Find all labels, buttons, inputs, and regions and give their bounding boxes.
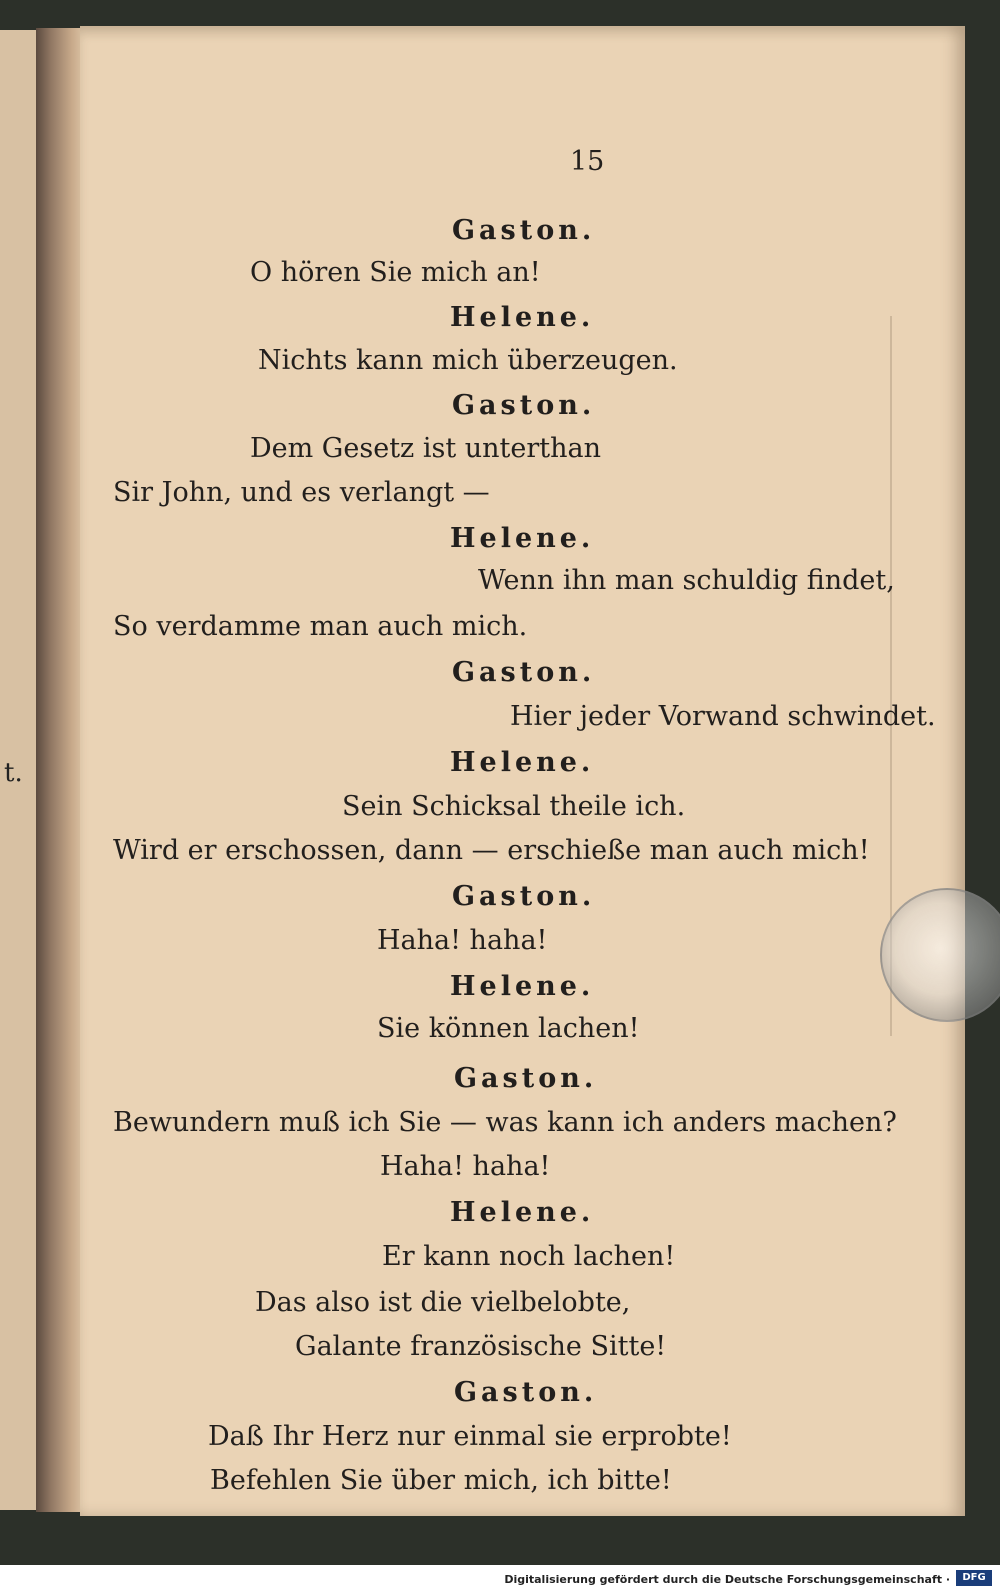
speaker-label: Gaston. xyxy=(452,390,596,421)
book-page xyxy=(80,26,965,1516)
speaker-label: Gaston. xyxy=(454,1377,598,1408)
verse-line: Das also ist die vielbelobte, xyxy=(255,1287,631,1318)
book-gutter xyxy=(36,28,84,1512)
left-page-edge xyxy=(0,30,38,1510)
verse-line: O hören Sie mich an! xyxy=(250,257,541,288)
verse-line: Nichts kann mich überzeugen. xyxy=(258,345,678,376)
verse-line: So verdamme man auch mich. xyxy=(113,611,528,642)
verse-line: Wird er erschossen, dann — erschieße man auch mich! xyxy=(113,835,870,866)
speaker-label: Gaston. xyxy=(452,881,596,912)
speaker-label: Helene. xyxy=(450,523,595,554)
footer-bar xyxy=(0,1565,1000,1591)
verse-line: Sir John, und es verlangt — xyxy=(113,477,490,508)
funding-notice: Digitalisierung gefördert durch die Deutsche Forschungsgemeinschaft · xyxy=(504,1573,950,1586)
page-number: 15 xyxy=(570,146,605,177)
verse-line: Haha! haha! xyxy=(377,925,548,956)
verse-line: Hier jeder Vorwand schwindet. xyxy=(510,701,936,732)
verse-line: Daß Ihr Herz nur einmal sie erprobte! xyxy=(208,1421,732,1452)
verse-line: Bewundern muß ich Sie — was kann ich anders machen? xyxy=(113,1107,897,1138)
speaker-label: Helene. xyxy=(450,747,595,778)
speaker-label: Gaston. xyxy=(454,1063,598,1094)
verse-line: Wenn ihn man schuldig findet, xyxy=(478,565,895,596)
dfg-logo: DFG xyxy=(956,1570,992,1586)
verse-line: Haha! haha! xyxy=(380,1151,551,1182)
verse-line: Er kann noch lachen! xyxy=(382,1241,676,1272)
verse-line: Galante französische Sitte! xyxy=(295,1331,667,1362)
verse-line: Befehlen Sie über mich, ich bitte! xyxy=(210,1465,672,1496)
left-page-fragment: t. xyxy=(4,758,23,788)
speaker-label: Helene. xyxy=(450,971,595,1002)
speaker-label: Helene. xyxy=(450,302,595,333)
verse-line: Sie können lachen! xyxy=(377,1013,640,1044)
speaker-label: Gaston. xyxy=(452,215,596,246)
speaker-label: Helene. xyxy=(450,1197,595,1228)
verse-line: Dem Gesetz ist unterthan xyxy=(250,433,602,464)
verse-line: Sein Schicksal theile ich. xyxy=(342,791,686,822)
speaker-label: Gaston. xyxy=(452,657,596,688)
